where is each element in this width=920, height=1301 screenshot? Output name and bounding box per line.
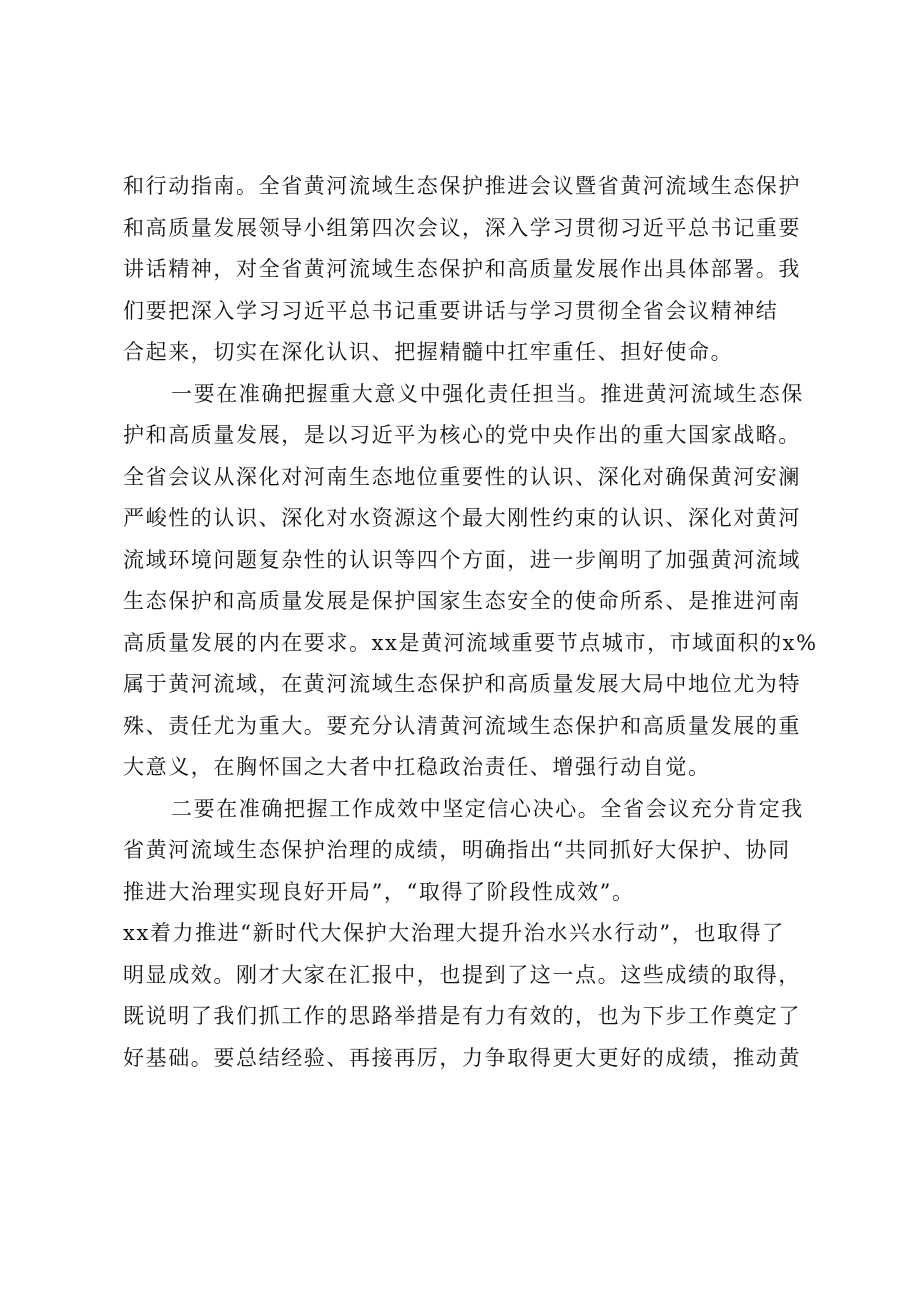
text-line: 流域环境问题复杂性的认识等四个方面，进一步阐明了加强黄河流域 (123, 547, 801, 572)
text-line: 护和高质量发展，是以习近平为核心的党中央作出的重大国家战略。 (123, 423, 801, 447)
text-line: 严峻性的认识、深化对水资源这个最大刚性约束的认识、深化对黄河 (123, 506, 801, 530)
paragraph-start-line: 二要在准确把握工作成效中坚定信心决心。全省会议充分肯定我 (171, 796, 804, 821)
text-line: 全省会议从深化对河南生态地位重要性的认识、深化对确保黄河安澜 (123, 464, 801, 489)
paragraph-start-line: 一要在准确把握重大意义中强化责任担当。推进黄河流域生态保 (171, 381, 804, 406)
document-body (123, 166, 823, 1079)
text-line: 大意义，在胸怀国之大者中扛稳政治责任、增强行动自觉。 (123, 755, 711, 779)
text-line: 讲话精神，对全省黄河流域生态保护和高质量发展作出具体部署。我 (123, 257, 801, 281)
text-line: 好基础。要总结经验、再接再厉，力争取得更大更好的成绩，推动黄 (123, 1045, 801, 1070)
text-line: 明显成效。刚才大家在汇报中，也提到了这一点。这些成绩的取得， (123, 962, 801, 987)
text-line: 们要把深入学习习近平总书记重要讲话与学习贯彻全省会议精神结 (123, 298, 779, 323)
text-line: 殊、责任尤为重大。要充分认清黄河流域生态保护和高质量发展的重 (123, 713, 801, 738)
text-line: 既说明了我们抓工作的思路举措是有力有效的，也为下步工作奠定了 (123, 1004, 801, 1028)
text-line: 推进大治理实现良好开局”，“取得了阶段性成效”。 (123, 879, 635, 904)
text-line: 高质量发展的内在要求。xx是黄河流域重要节点城市，市域面积的x% (123, 630, 818, 655)
text-line: 合起来，切实在深化认识、把握精髓中扛牢重任、担好使命。 (123, 340, 734, 364)
text-line: 和行动指南。全省黄河流域生态保护推进会议暨省黄河流域生态保护 (123, 174, 801, 198)
text-line: 属于黄河流域，在黄河流域生态保护和高质量发展大局中地位尤为特 (123, 672, 801, 696)
text-line: 生态保护和高质量发展是保护国家生态安全的使命所系、是推进河南 (123, 589, 801, 613)
text-line: 省黄河流域生态保护治理的成绩，明确指出“共同抓好大保护、协同 (123, 838, 791, 862)
text-line: xx着力推进“新时代大保护大治理大提升治水兴水行动”，也取得了 (123, 921, 785, 945)
text-line: 和高质量发展领导小组第四次会议，深入学习贯彻习近平总书记重要 (123, 215, 801, 240)
